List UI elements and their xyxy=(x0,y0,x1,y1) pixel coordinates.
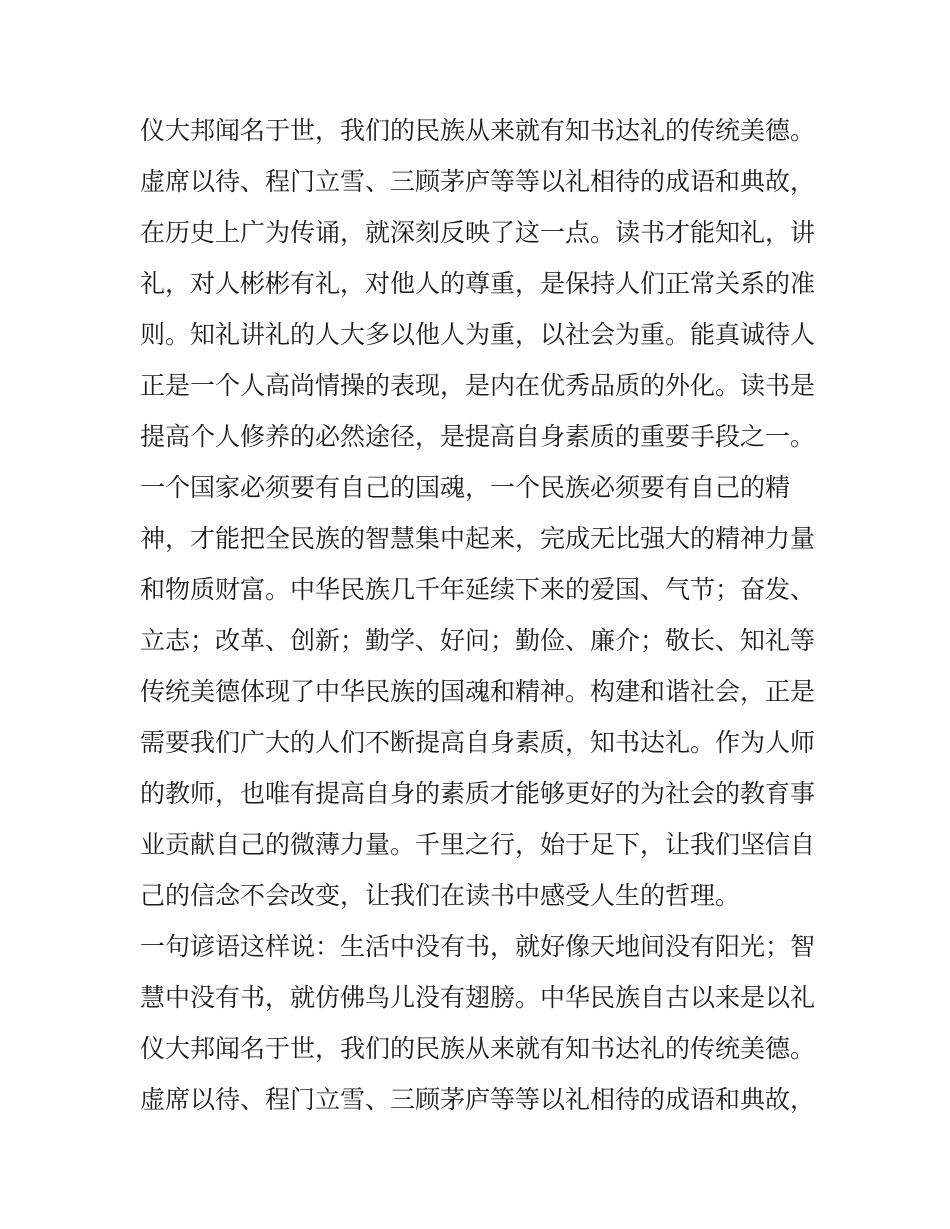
text-line: 己的信念不会改变，让我们在读书中感受人生的哲理。 xyxy=(140,881,741,910)
body-text xyxy=(140,105,820,1125)
text-line: 传统美德体现了中华民族的国魂和精神。构建和谐社会，正是 xyxy=(140,677,816,706)
text-line: 立志；改革、创新；勤学、好问；勤俭、廉介；敬长、知礼等 xyxy=(140,626,816,655)
text-line: 业贡献自己的微薄力量。千里之行，始于足下，让我们坚信自 xyxy=(140,830,816,859)
text-line: 在历史上广为传诵，就深刻反映了这一点。读书才能知礼，讲 xyxy=(140,218,816,247)
text-line: 和物质财富。中华民族几千年延续下来的爱国、气节；奋发、 xyxy=(140,575,816,604)
text-line: 神，才能把全民族的智慧集中起来，完成无比强大的精神力量 xyxy=(140,524,816,553)
text-line: 仪大邦闻名于世，我们的民族从来就有知书达礼的传统美德。 xyxy=(140,1034,816,1063)
text-line: 则。知礼讲礼的人大多以他人为重，以社会为重。能真诚待人 xyxy=(140,320,816,349)
text-line: 提高个人修养的必然途径，是提高自身素质的重要手段之一。 xyxy=(140,422,816,451)
text-line: 正是一个人高尚情操的表现，是内在优秀品质的外化。读书是 xyxy=(140,371,816,400)
text-line: 礼，对人彬彬有礼，对他人的尊重，是保持人们正常关系的准 xyxy=(140,269,816,298)
text-line: 慧中没有书，就仿佛鸟儿没有翅膀。中华民族自古以来是以礼 xyxy=(140,983,816,1012)
text-line: 仪大邦闻名于世，我们的民族从来就有知书达礼的传统美德。 xyxy=(140,116,816,145)
text-line: 虚席以待、程门立雪、三顾茅庐等等以礼相待的成语和典故， xyxy=(140,1085,816,1114)
text-line: 一个国家必须要有自己的国魂，一个民族必须要有自己的精 xyxy=(140,473,791,502)
text-line: 需要我们广大的人们不断提高自身素质，知书达礼。作为人师 xyxy=(140,728,816,757)
text-line: 虚席以待、程门立雪、三顾茅庐等等以礼相待的成语和典故， xyxy=(140,167,816,196)
text-line: 的教师，也唯有提高自身的素质才能够更好的为社会的教育事 xyxy=(140,779,816,808)
text-line: 一句谚语这样说：生活中没有书，就好像天地间没有阳光；智 xyxy=(140,932,816,961)
